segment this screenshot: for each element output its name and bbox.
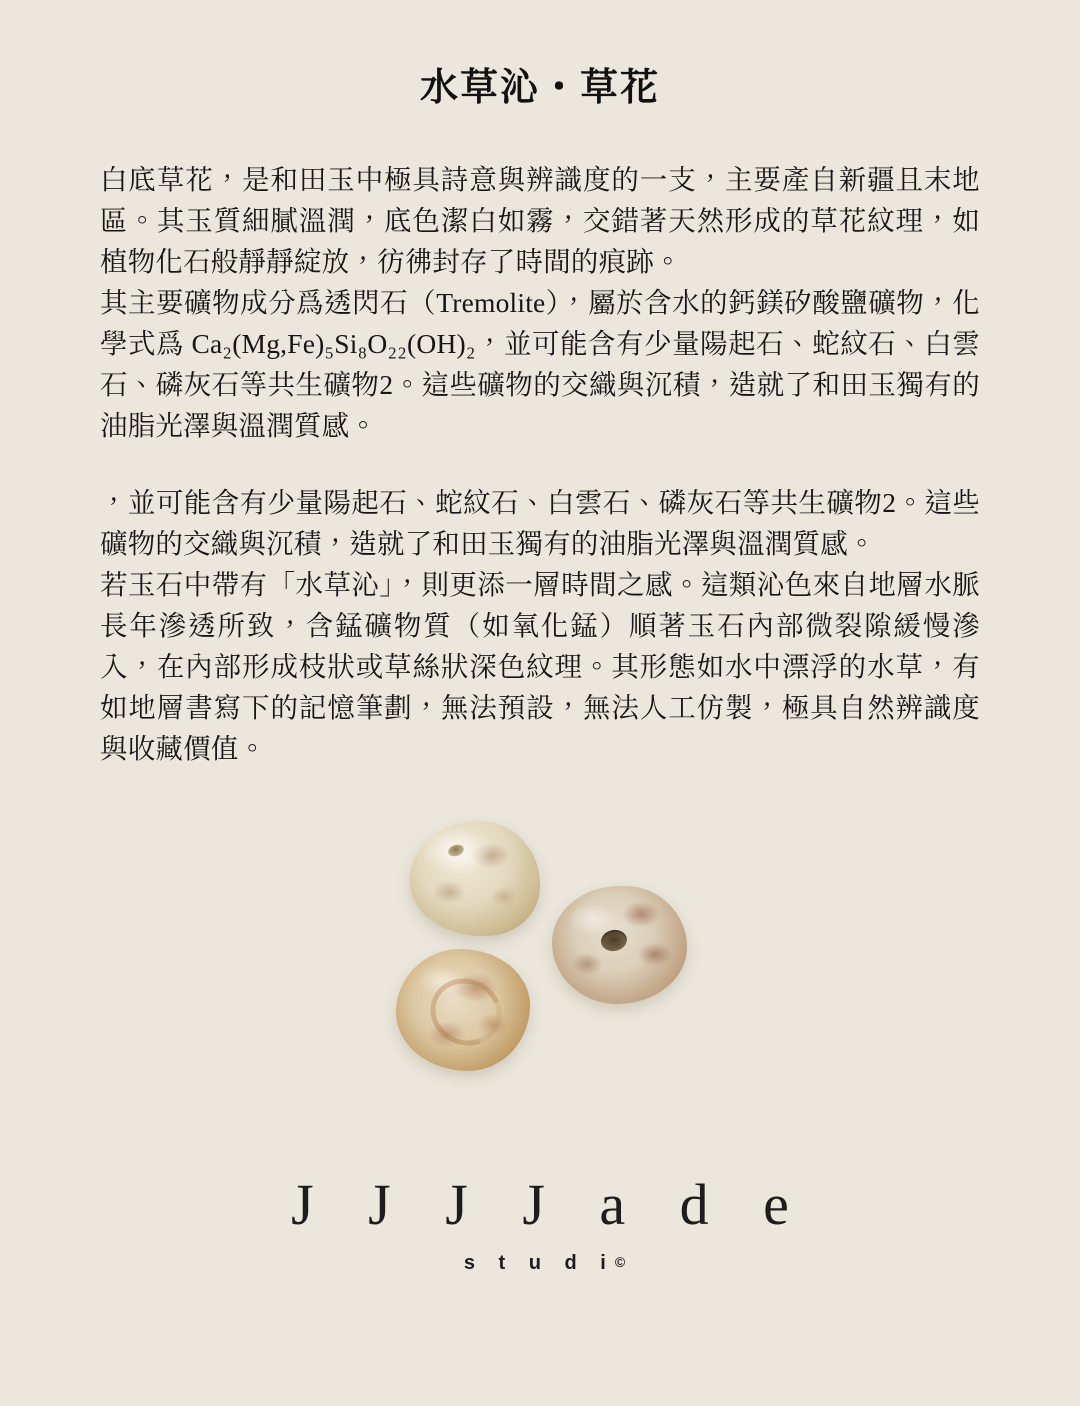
bead-bottom-left (396, 949, 530, 1071)
registered-mark-icon: © (614, 1254, 626, 1270)
bead-swirl-pattern (420, 967, 513, 1057)
page-title: 水草沁・草花 (419, 67, 660, 109)
bead-hole-icon (599, 928, 629, 954)
page-root (0, 56, 1080, 1406)
brand-block (0, 1171, 1080, 1275)
bead-right-donut (552, 886, 687, 1004)
bead-top-left (410, 821, 540, 936)
paragraph-2-tail: ，並可能含有少量陽起石、蛇紋石、白雲石、磷灰石等共生礦物2。這些礦物的交織與沉積，造就了和田玉獨有的油脂光澤與溫潤質感。 (100, 328, 980, 441)
paragraph-2 (100, 282, 980, 446)
paragraph-1: 白底草花，是和田玉中極具詩意與辨識度的一支，主要產自新疆且末地區。其玉質細膩溫潤，底色潔白如霧，交錯著天然形成的草花紋理，如植物化石般靜靜綻放，彷彿封存了時間的痕跡。 (100, 164, 980, 277)
brand-name: J J J J a d e (291, 1172, 809, 1237)
article-body (100, 111, 980, 769)
brand-sub-text: s t u d i (463, 1252, 615, 1274)
bead-hole-icon (447, 843, 466, 858)
chemical-formula: Ca₂(Mg,Fe)₅Si₈O₂₂(OH)₂ (191, 328, 476, 359)
product-photo (0, 821, 1080, 1141)
paragraph-4: ，並可能含有少量陽起石、蛇紋石、白雲石、磷灰石等共生礦物2。這些礦物的交織與沉積，造就了和田玉獨有的油脂光澤與溫潤質感。 (100, 487, 980, 559)
paragraph-2-lead: 其主要礦物成分爲透閃石（Tremolite），屬於含水的鈣鎂矽酸鹽礦物，化學式爲 (100, 287, 980, 359)
brand-sub (0, 1252, 1080, 1275)
paragraph-5: 若玉石中帶有「水草沁」，則更添一層時間之感。這類沁色來自地層水脈長年滲透所致，含錳礦物質（如氧化錳）順著玉石內部微裂隙緩慢滲入，在內部形成枝狀或草絲狀深色紋理。其形態如水中漂浮的水草，有如地層書寫下的記憶筆劃，無法預設，無法人工仿製，極具自然辨識度與收藏價值。 (100, 569, 980, 764)
